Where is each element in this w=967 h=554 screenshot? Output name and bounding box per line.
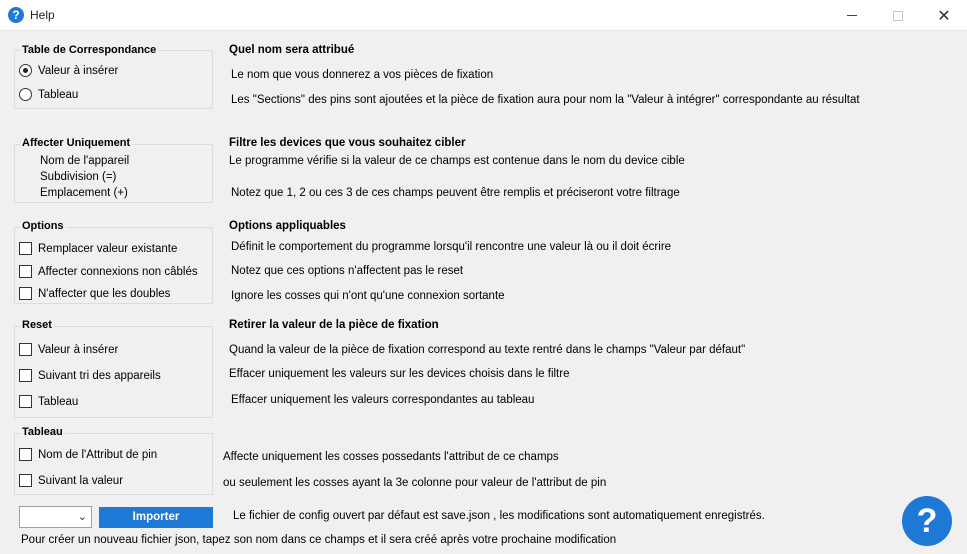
checkbox-label: Tableau <box>38 395 79 408</box>
radio-label: Tableau <box>38 88 79 101</box>
help-text: Les "Sections" des pins sont ajoutées et la pièce de fixation aura pour nom la "Valeur à intégrer" correspondante au résultat <box>231 94 860 106</box>
help-text: Notez que ces options n'affectent pas le reset <box>231 265 464 277</box>
heading-nom: Quel nom sera attribué <box>229 44 355 56</box>
checkbox-label: Affecter connexions non câblés <box>38 265 198 278</box>
label-nom-appareil: Nom de l'appareil <box>40 155 130 167</box>
checkbox-label: Suivant la valeur <box>38 474 124 487</box>
checkbox-non-cables[interactable] <box>19 265 198 278</box>
checkbox-icon <box>19 343 32 356</box>
checkbox-attribut-pin[interactable] <box>19 448 157 461</box>
group-title-tableau: Tableau <box>22 426 63 438</box>
checkbox-suivant-valeur[interactable] <box>19 474 123 487</box>
checkbox-remplacer[interactable] <box>19 242 177 255</box>
help-text: Quand la valeur de la pièce de fixation correspond au texte rentré dans le champs "Valeur par défaut" <box>229 344 746 356</box>
help-text: Le nom que vous donnerez a vos pièces de fixation <box>231 69 494 81</box>
checkbox-reset-valeur[interactable] <box>19 343 118 356</box>
heading-filtre: Filtre les devices que vous souhaitez cibler <box>229 137 466 149</box>
radio-valeur-inserer[interactable] <box>19 64 118 77</box>
help-icon[interactable]: ? <box>902 496 952 546</box>
chevron-down-icon: ⌄ <box>77 511 87 523</box>
help-text: Notez que 1, 2 ou ces 3 de ces champs peuvent être remplis et préciseront votre filtrage <box>231 187 680 199</box>
label-subdivision: Subdivision (=) <box>40 171 117 183</box>
group-title-reset: Reset <box>22 319 52 331</box>
checkbox-reset-tri[interactable] <box>19 369 161 382</box>
radio-tableau[interactable] <box>19 88 78 101</box>
radio-unchecked-icon <box>19 88 32 101</box>
minimize-button[interactable] <box>829 0 875 31</box>
close-button[interactable] <box>921 0 967 31</box>
window-title: Help <box>30 8 55 22</box>
maximize-icon <box>893 11 903 21</box>
title-bar <box>0 0 967 31</box>
help-text: Le programme vérifie si la valeur de ce champs est contenue dans le nom du device cible <box>229 155 685 167</box>
help-text: Effacer uniquement les valeurs sur les devices choisis dans le filtre <box>229 368 570 380</box>
heading-reset: Retirer la valeur de la pièce de fixation <box>229 319 439 331</box>
radio-checked-icon <box>19 64 32 77</box>
group-title-affecter: Affecter Uniquement <box>22 137 131 149</box>
help-text: Définit le comportement du programme lorsqu'il rencontre une valeur là ou il doit écrire <box>231 241 672 253</box>
checkbox-icon <box>19 287 32 300</box>
import-button[interactable]: Importer <box>99 507 213 528</box>
new-file-note: Pour créer un nouveau fichier json, tapez son nom dans ce champs et il sera créé après votre prochaine modification <box>21 534 617 546</box>
checkbox-label: Suivant tri des appareils <box>38 369 161 382</box>
help-app-icon: ? <box>8 7 24 23</box>
config-note: Le fichier de config ouvert par défaut est save.json , les modifications sont automatiquement enregistrés. <box>233 510 765 522</box>
config-file-select[interactable] <box>19 506 92 528</box>
checkbox-label: Nom de l'Attribut de pin <box>38 448 158 461</box>
checkbox-label: Remplacer valeur existante <box>38 242 178 255</box>
heading-options: Options appliquables <box>229 220 346 232</box>
checkbox-reset-tableau[interactable] <box>19 395 78 408</box>
help-text: Ignore les cosses qui n'ont qu'une connexion sortante <box>231 290 505 302</box>
checkbox-icon <box>19 448 32 461</box>
checkbox-icon <box>19 369 32 382</box>
checkbox-icon <box>19 395 32 408</box>
checkbox-label: Valeur à insérer <box>38 343 119 356</box>
help-text: Affecte uniquement les cosses possedants l'attribut de ce champs <box>223 451 559 463</box>
group-title-options: Options <box>22 220 64 232</box>
checkbox-icon <box>19 265 32 278</box>
label-emplacement: Emplacement (+) <box>40 187 128 199</box>
checkbox-icon <box>19 242 32 255</box>
checkbox-doubles[interactable] <box>19 287 170 300</box>
help-text: ou seulement les cosses ayant la 3e colonne pour valeur de l'attribut de pin <box>223 477 607 489</box>
help-text: Effacer uniquement les valeurs correspondantes au tableau <box>231 394 535 406</box>
radio-label: Valeur à insérer <box>38 64 119 77</box>
group-title-table: Table de Correspondance <box>22 44 157 56</box>
close-icon: ✕ <box>937 7 951 25</box>
minimize-icon <box>847 15 857 16</box>
checkbox-label: N'affecter que les doubles <box>38 287 171 300</box>
maximize-button[interactable] <box>875 0 921 31</box>
checkbox-icon <box>19 474 32 487</box>
